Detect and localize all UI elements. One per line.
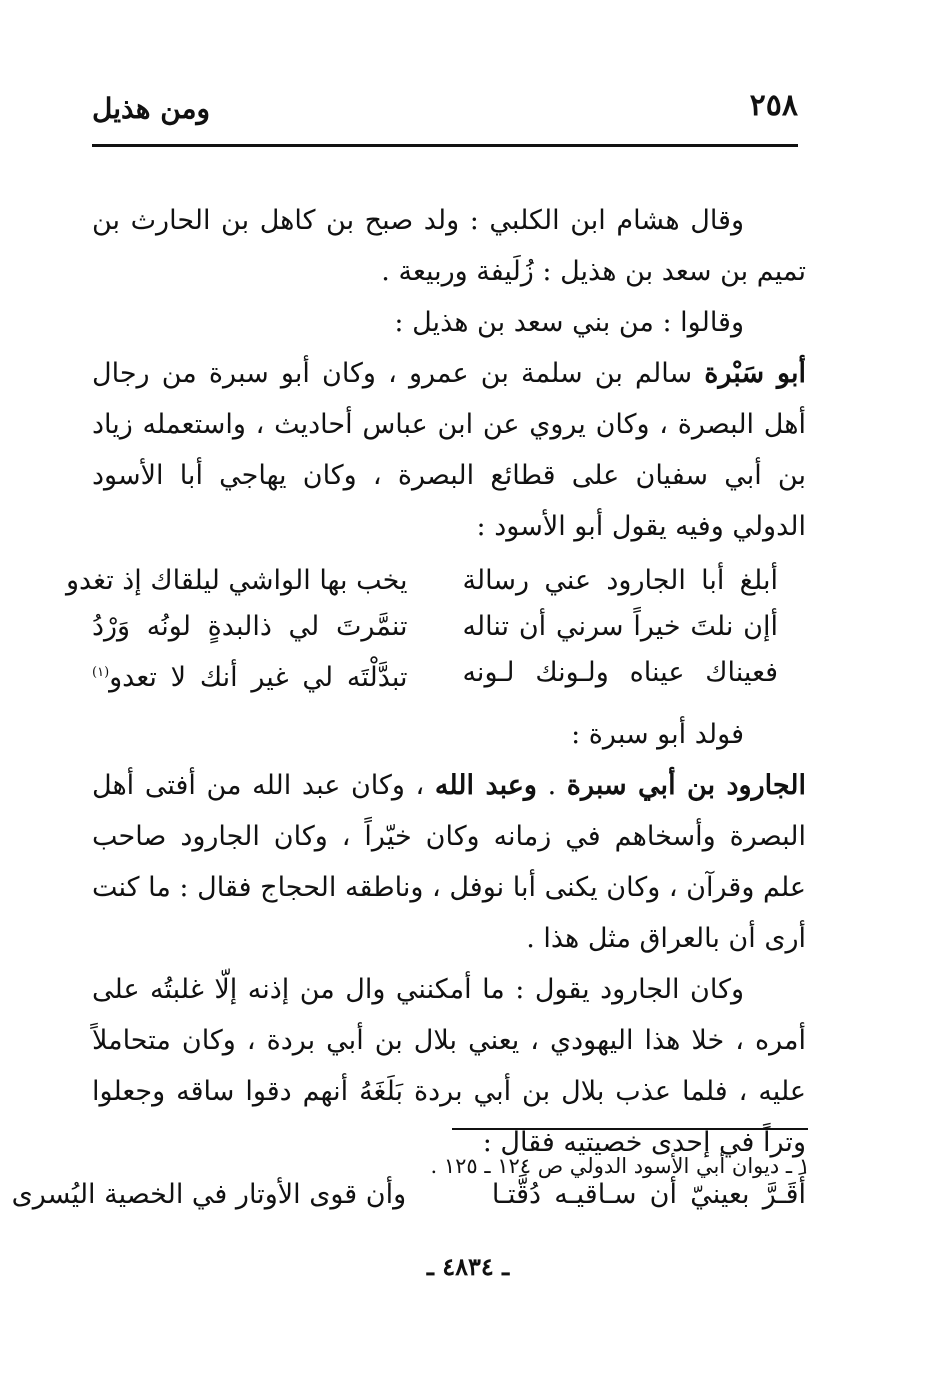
- verse-first-hemistich: فعيناك عيناه ولـونك لـونه: [462, 657, 778, 688]
- verse-first-hemistich: أَقَـرَّ بعينيّ أن سـاقيـه دُقَّتـا: [491, 1179, 806, 1210]
- page-header: [92, 86, 798, 147]
- paragraph-sons: فولد أبو سبرة :: [571, 719, 744, 750]
- footnote: ١ ـ ديوان أبي الأسود الدولي ص ١٢٤ ـ ١٢٥ .: [430, 1154, 810, 1178]
- name-jarud: الجارود بن أبي سبرة: [566, 770, 807, 801]
- paragraph-jarud: [92, 760, 806, 964]
- paragraph-abu-sabra: [92, 348, 806, 552]
- poem-abu-aswad: [65, 558, 806, 701]
- verse-second-hemistich: وأن قوى الأوتار في الخصية اليُسرى: [11, 1179, 407, 1210]
- verse-second-hemistich: يخب بها الواشي ليلقاك إذ تغدو: [65, 565, 408, 596]
- name-abdullah: وعبد الله: [434, 770, 537, 801]
- footnote-marker: (١): [92, 665, 110, 680]
- separator: .: [536, 770, 567, 801]
- paragraph-kalbi: وقال هشام ابن الكلبي : ولد صبح بن كاهل بن الحارث بن تميم بن سعد بن هذيل : زُلَيفة وربيعة .: [92, 205, 806, 287]
- name-abu-sabra: أبو سَبْرة: [704, 358, 807, 389]
- verse-second-text: تبدَّلْتَه لي غير أنك لا تعدو: [109, 662, 408, 693]
- verse-second-hemistich: تنمَّرتَ لي ذالبدةٍ لونُه وَرْدُ: [92, 611, 408, 642]
- running-title: ومن هذيل: [92, 92, 211, 125]
- verse: [92, 604, 806, 650]
- paragraph-bani-saad: وقالوا : من بني سعد بن هذيل :: [394, 307, 744, 338]
- folio-number: ـ ٤٨٣٤ ـ: [426, 1252, 510, 1281]
- verse-jarud: [11, 1172, 806, 1218]
- paragraph-jarud-saying: وكان الجارود يقول : ما أمكنني وال من إذنه إلّا غلبتُه على أمره ، خلا هذا اليهودي ، يعني بلال بن أبي بردة ، وكان متحاملاً عليه ، فلما عذب بلال بن أبي بردة بَلَغَهُ أنهم دقوا ساقه وجعلوا وتراً في إحدى خصيتيه فقال :: [92, 974, 806, 1158]
- verse: [92, 650, 806, 701]
- verse-first-hemistich: أبلغ أبا الجارود عني رسالة: [462, 565, 778, 596]
- verse-first-hemistich: أإن نلتَ خيراً سرني أن تناله: [462, 611, 778, 642]
- abu-sabra-text: سالم بن سلمة بن عمرو ، وكان أبو سبرة من رجال أهل البصرة ، وكان يروي عن ابن عباس أحاديث ، واستعمله زياد بن أبي سفيان على قطائع البصرة ، وكان يهاجي أبا الأسود الدولي وفيه يقول أبو الأسود :: [92, 358, 806, 542]
- verse-second-hemistich: [92, 650, 408, 701]
- jarud-text: ، وكان عبد الله من أفتى أهل البصرة وأسخاهم في زمانه وكان خيّراً ، وكان الجارود صاحب علم وقرآن ، وكان يكنى أبا نوفل ، وناطقه الحجاج فقال : ما كنت أرى أن بالعراق مثل هذا .: [92, 770, 806, 954]
- main-text: [11, 195, 807, 1218]
- footnote-divider: [452, 1128, 808, 1130]
- page-number: ٢٥٨: [749, 88, 798, 123]
- verse: [65, 558, 806, 604]
